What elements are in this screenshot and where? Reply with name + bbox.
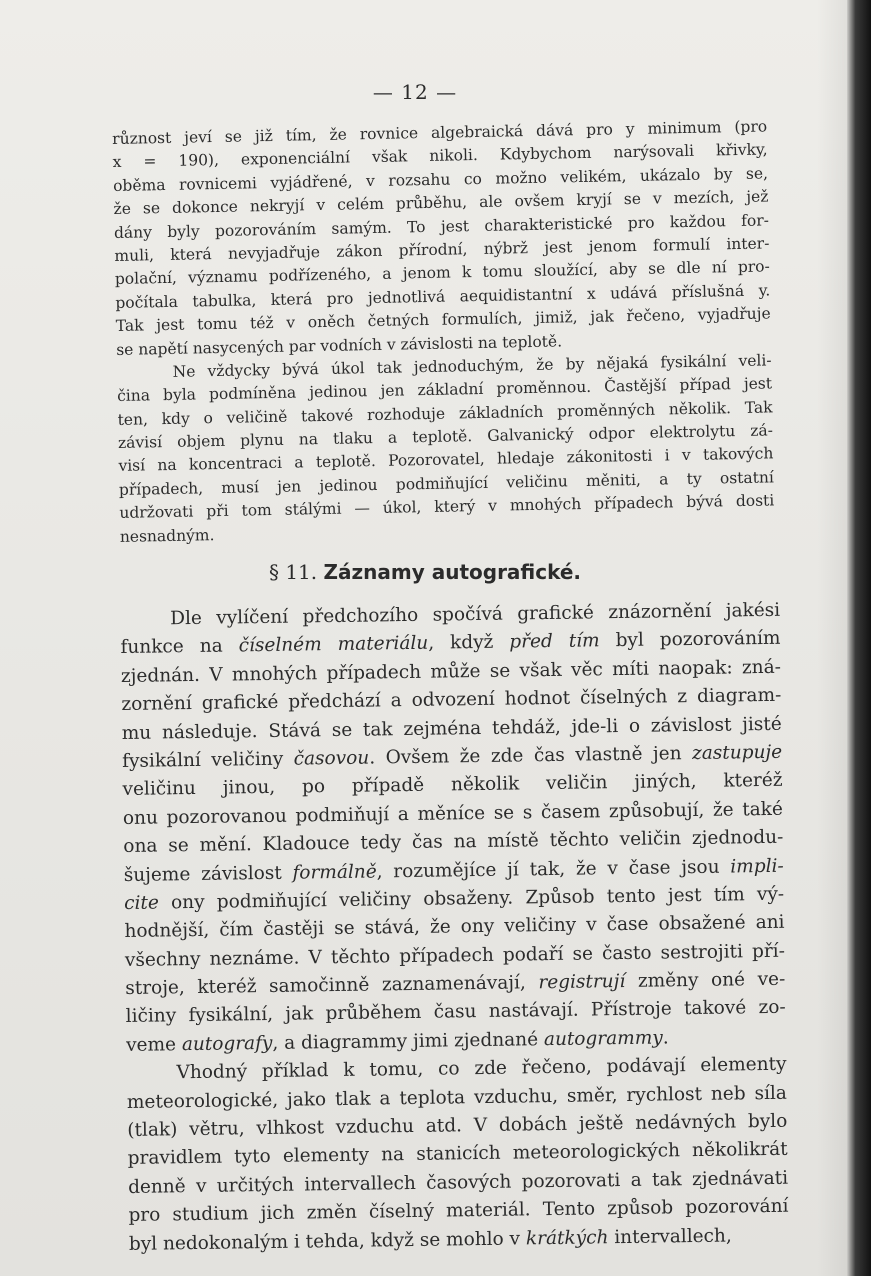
text-line: čina byla podmíněna jedinou jen základní proměnnou. Častější případ jest	[116, 374, 773, 406]
emphasis: registrují	[538, 971, 626, 994]
text-run: intervallech,	[608, 1225, 732, 1248]
section-number: § 11.	[268, 560, 318, 584]
emphasis: formálně	[292, 860, 377, 884]
text-line: zornění grafické předchází a odvození hodnot číselných z diagram-	[121, 684, 782, 716]
text-line: ten, kdy o veličině takové rozhoduje základních proměnných několik. Tak	[117, 398, 773, 429]
text-line: oběma rovnicemi vyjádřené, v rozsahu co možno velikém, ukázalo by se,	[112, 164, 769, 195]
text-run: byl pozorováním	[599, 628, 781, 652]
text-line: veličinu jinou, po případě několik veličin jiných, kteréž	[122, 770, 783, 801]
text-line: (tlak) větru, vlhkost vzduchu atd. V dobách ještě nedávných bylo	[127, 1110, 788, 1141]
body-text-large	[120, 597, 789, 1259]
text-line: různost jeví se již tím, že rovnice algebraická dává pro y minimum (pro	[112, 117, 768, 148]
text-line: nesnadným.	[119, 525, 215, 546]
text-line: x = 190), exponenciální však nikoli. Kdybychom narýsovali křivky,	[112, 140, 768, 172]
emphasis: zastupuje	[691, 741, 783, 764]
text-run: funkce na	[120, 635, 239, 659]
section-title: Záznamy autografické.	[323, 560, 582, 584]
emphasis: autogrammy	[543, 1027, 663, 1050]
text-line: případech, musí jen jedinou podmiňující veličinu měniti, a ty ostatní	[118, 468, 774, 499]
text-run: , a diagrammy jimi zjednané	[272, 1028, 545, 1054]
text-line: ličiny fysikální, jak průběhem času nastávají. Přístroje takové zo-	[125, 997, 786, 1028]
emphasis: autografy	[181, 1032, 273, 1056]
text-run: stroje, kteréž samočinně zaznamenávají,	[125, 972, 539, 1000]
emphasis: impli-	[730, 855, 784, 878]
text-line: všechny neznáme. V těchto případech podaří se často sestrojiti pří-	[124, 940, 786, 971]
section-heading	[0, 560, 850, 584]
text-line: Ne vždycky bývá úkol tak jednoduchým, že by nějaká fysikální veli-	[172, 351, 772, 381]
text-run: ony podmiňující veličiny obsaženy. Způsob tento jest tím vý-	[158, 883, 785, 914]
text-line: Vhodný příklad k tomu, co zde řečeno, podávají elementy	[176, 1053, 787, 1084]
text-line: muli, která nevyjadřuje zákon přírodní, nýbrž jest jenom formulí inter-	[114, 234, 770, 265]
text-run: změny oné ve-	[625, 968, 786, 993]
body-text-small	[112, 115, 775, 549]
text-line: se napětí nasycených par vodních v závislosti na teplotě.	[116, 331, 563, 359]
emphasis: časovou	[293, 747, 370, 770]
text-line: pro studium jich změn číselný materiál. Tento způsob pozorování	[128, 1195, 789, 1227]
text-line: zjednán. V mnohých případech může se však věc míti naopak: zná-	[120, 656, 782, 687]
emphasis: cite	[124, 892, 159, 914]
text-line: visí na koncentraci a teplotě. Pozorovatel, hledaje zákonitosti i v takových	[118, 444, 774, 476]
text-line: Tak jest tomu též v oněch četných formulích, jimiž, jak řečeno, vyjadřuje	[115, 304, 771, 336]
text-line: onu pozorovanou podmiňují a měníce se s časem způsobují, že také	[122, 798, 784, 829]
text-line: udržovati při tom stálými — úkol, který v mnohých případech bývá dosti	[119, 491, 775, 523]
emphasis: před tím	[509, 630, 600, 653]
page-number: — 12 —	[372, 80, 458, 104]
text-line: pravidlem tyto elementy na stanicích meteorologických několikrát	[127, 1139, 788, 1170]
text-line: že se dokonce nekryjí v celém průběhu, ale ovšem kryjí se v mezích, jež	[113, 187, 769, 219]
text-run: .	[662, 1027, 669, 1049]
emphasis: krátkých	[525, 1226, 609, 1249]
emphasis: číselném materiálu	[238, 633, 429, 657]
text-run: . Ovšem že zde čas vlastně jen	[369, 742, 693, 769]
book-spine-edge	[847, 0, 871, 1276]
text-run: fysikální veličiny	[122, 748, 294, 772]
text-line: počítala tabulka, která pro jednotlivá aequidistantní x udává příslušná y.	[115, 281, 771, 312]
text-run: šujeme závislost	[123, 862, 293, 886]
text-line: denně v určitých intervallech časových pozorovati a tak zjednávati	[127, 1167, 789, 1198]
text-line: polační, významu podřízeného, a jenom k tomu sloužící, aby se dle ní pro-	[114, 257, 770, 289]
text-run: Dle vylíčení předchozího spočívá grafické znázornění jakési	[170, 599, 781, 630]
page-gutter-shadow	[817, 0, 847, 1276]
text-line: ona se mění. Kladouce tedy čas na místě těchto veličin zjednodu-	[123, 826, 784, 858]
text-line: meteorologické, jako tlak a teplota vzduchu, směr, rychlost neb síla	[126, 1082, 788, 1113]
text-run: byl nedokonalým i tehda, když se mohlo v	[128, 1227, 527, 1255]
text-line: dány byly pozorováním samým. To jest charakteristické pro každou for-	[113, 210, 770, 242]
text-run: , když	[428, 631, 510, 655]
text-line: hodnější, čím častěji se stává, že ony veličiny v čase obsažené ani	[124, 912, 785, 943]
text-run: , rozumějíce jí tak, že v čase jsou	[376, 856, 731, 882]
text-run: veme	[125, 1034, 183, 1056]
text-line: mu následuje. Stává se tak zejména tehdáž, jde-li o závislost jisté	[121, 713, 782, 744]
text-line: závisí objem plynu na tlaku a teplotě. Galvanický odpor elektrolytu zá-	[117, 421, 774, 453]
